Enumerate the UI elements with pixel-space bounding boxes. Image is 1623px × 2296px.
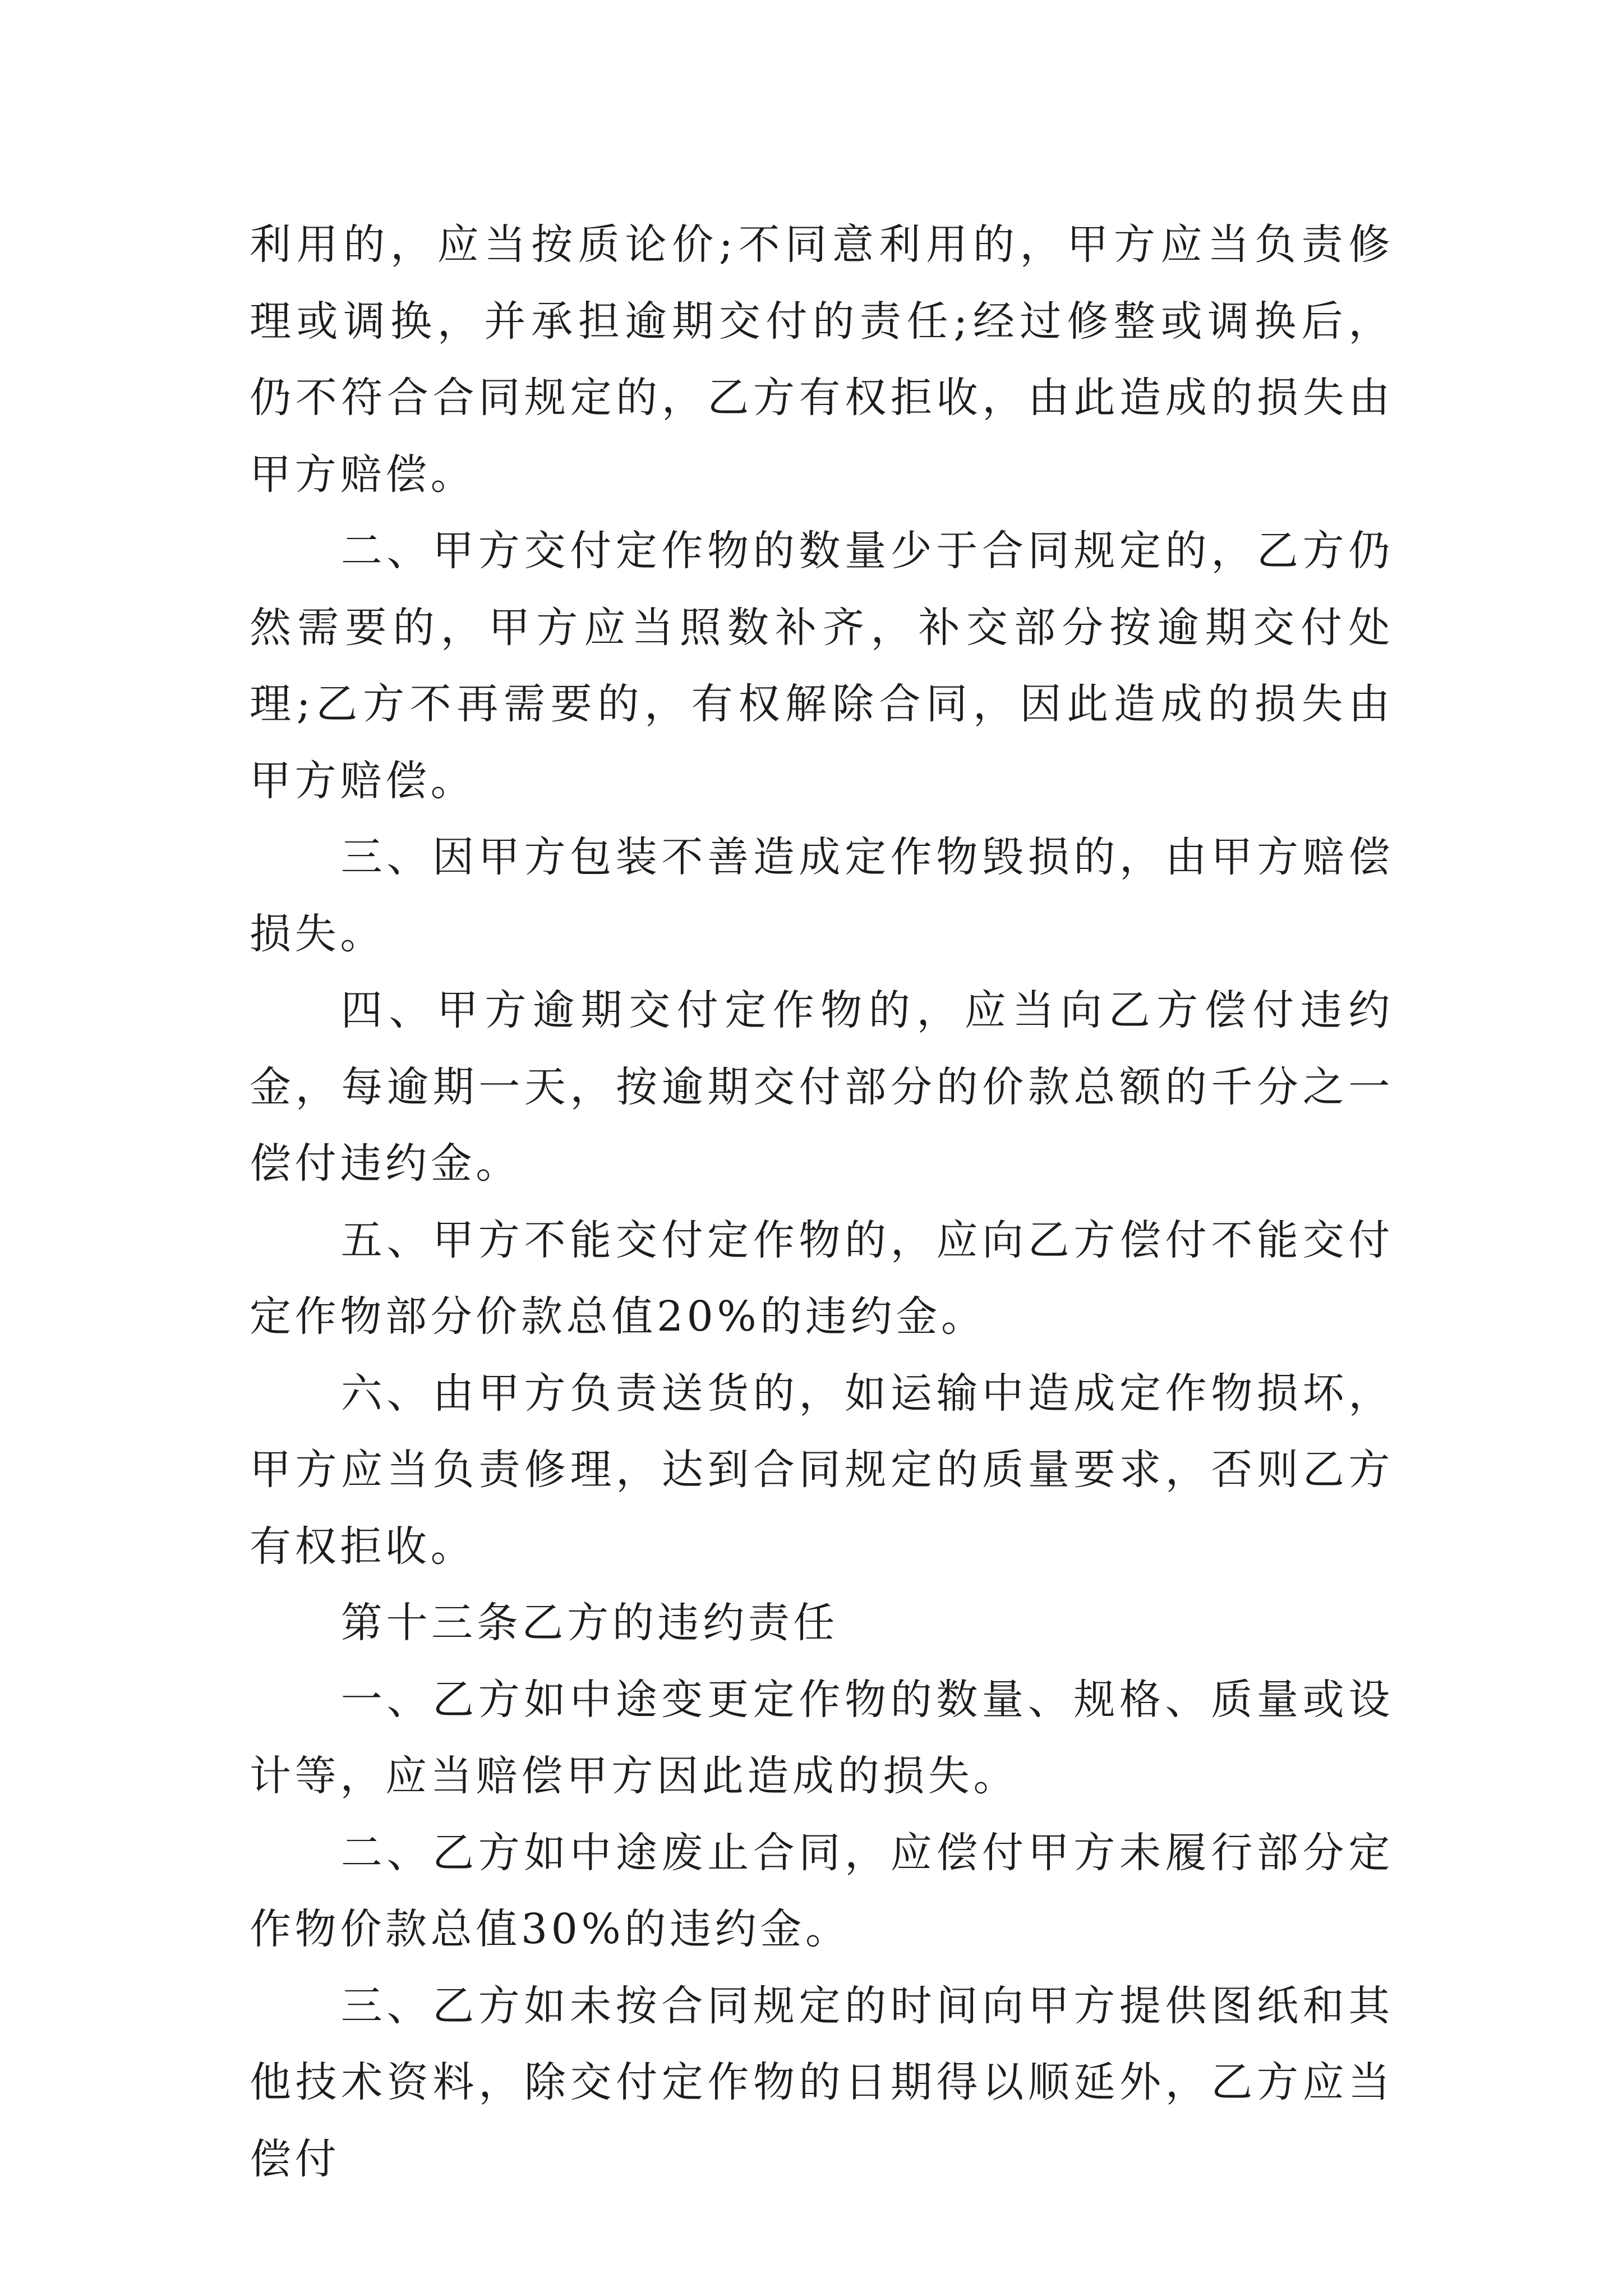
paragraph-b-clause-1: 一、乙方如中途变更定作物的数量、规格、质量或设计等，应当赔偿甲方因此造成的损失。 xyxy=(250,1675,1394,1800)
paragraph-b-clause-3: 三、乙方如未按合同规定的时间向甲方提供图纸和其他技术资料，除交付定作物的日期得以顺延外，乙方应当偿付 xyxy=(250,1981,1394,2183)
paragraph-continuation: 利用的，应当按质论价;不同意利用的，甲方应当负责修理或调换，并承担逾期交付的责任;经过修整或调换后，仍不符合合同规定的，乙方有权拒收，由此造成的损失由甲方赔偿。 xyxy=(250,220,1394,499)
paragraph-clause-3: 三、因甲方包装不善造成定作物毁损的，由甲方赔偿损失。 xyxy=(250,833,1394,958)
paragraph-clause-5: 五、甲方不能交付定作物的，应向乙方偿付不能交付定作物部分价款总值20%的违约金。 xyxy=(250,1216,1394,1341)
paragraph-b-clause-2: 二、乙方如中途废止合同，应偿付甲方未履行部分定作物价款总值30%的违约金。 xyxy=(250,1828,1394,1953)
paragraph-clause-6: 六、由甲方负责送货的，如运输中造成定作物损坏，甲方应当负责修理，达到合同规定的质量要求，否则乙方有权拒收。 xyxy=(250,1369,1394,1571)
paragraph-clause-4: 四、甲方逾期交付定作物的，应当向乙方偿付违约金，每逾期一天，按逾期交付部分的价款总额的千分之一偿付违约金。 xyxy=(250,986,1394,1188)
paragraph-clause-2: 二、甲方交付定作物的数量少于合同规定的，乙方仍然需要的，甲方应当照数补齐，补交部分按逾期交付处理;乙方不再需要的，有权解除合同，因此造成的损失由甲方赔偿。 xyxy=(250,527,1394,805)
article-13-heading: 第十三条乙方的违约责任 xyxy=(340,1599,839,1647)
document-body xyxy=(250,206,1394,2197)
